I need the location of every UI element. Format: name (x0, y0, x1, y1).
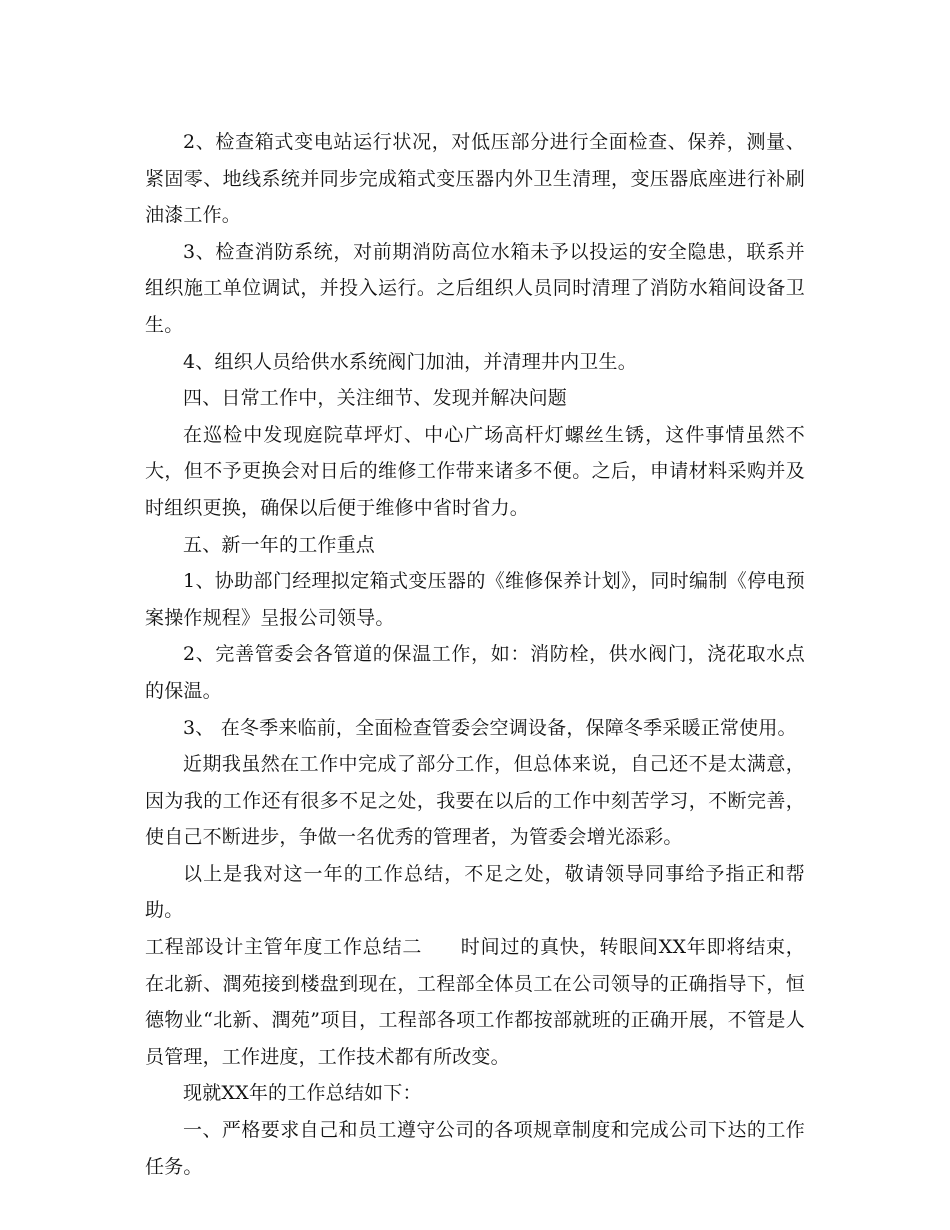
section-title: 工程部设计主管年度工作总结二 (145, 936, 423, 959)
paragraph-rules-compliance: 一、严格要求自己和员工遵守公司的各项规章制度和完成公司下达的工作任务。 (145, 1119, 805, 1178)
paragraph-fire-system: 3、检查消防系统，对前期消防高位水箱未予以投运的安全隐患，联系并组织施工单位调试，并投入运行。之后组织人员同时清理了消防水箱间设备卫生。 (145, 240, 805, 336)
heading-daily-work: 四、日常工作中，关注细节、发现并解决问题 (183, 387, 568, 410)
paragraph-closing: 以上是我对这一年的工作总结，不足之处，敬请领导同事给予指正和帮助。 (145, 862, 805, 922)
heading-new-year-focus: 五、新一年的工作重点 (183, 533, 376, 556)
paragraph-maintenance-plan: 1、协助部门经理拟定箱式变压器的《维修保养计划》，同时编制《停电预案操作规程》呈报公司领导。 (145, 570, 805, 629)
paragraph-water-valves: 4、组织人员给供水系统阀门加油，并清理井内卫生。 (183, 350, 637, 373)
paragraph-section-two (145, 929, 805, 1075)
document-page (145, 124, 805, 1185)
paragraph-pipe-insulation: 2、完善管委会各管道的保温工作，如：消防栓，供水阀门，浇花取水点的保温。 (145, 643, 805, 702)
paragraph-air-conditioning: 3、 在冬季来临前，全面检查管委会空调设备，保障冬季采暖正常使用。 (183, 716, 797, 739)
paragraph-summary-intro: 现就XX年的工作总结如下： (183, 1082, 422, 1105)
section-intro: 时间过的真快，转眼间XX年即将结束，在北新、潤苑接到楼盘到现在，工程部全体员工在公司领导的正确指导下，恒德物业“北新、潤苑”项目，工程部各项工作都按部就班的正确开展，不管是人员管理，工作进度，工作技术都有所改变。 (145, 936, 805, 1068)
paragraph-inspection-lamps: 在巡检中发现庭院草坪灯、中心广场高杆灯螺丝生锈，这件事情虽然不大，但不予更换会对日后的维修工作带来诸多不便。之后，申请材料采购并及时组织更换，确保以后便于维修中省时省力。 (145, 423, 805, 519)
paragraph-self-reflection: 近期我虽然在工作中完成了部分工作，但总体来说，自己还不是太满意，因为我的工作还有很多不足之处，我要在以后的工作中刻苦学习，不断完善，使自己不断进步，争做一名优秀的管理者，为管委会增光添彩。 (145, 753, 805, 849)
paragraph-transformer-inspection: 2、检查箱式变电站运行状况，对低压部分进行全面检查、保养，测量、紧固零、地线系统并同步完成箱式变压器内外卫生清理，变压器底座进行补刷油漆工作。 (145, 131, 805, 227)
